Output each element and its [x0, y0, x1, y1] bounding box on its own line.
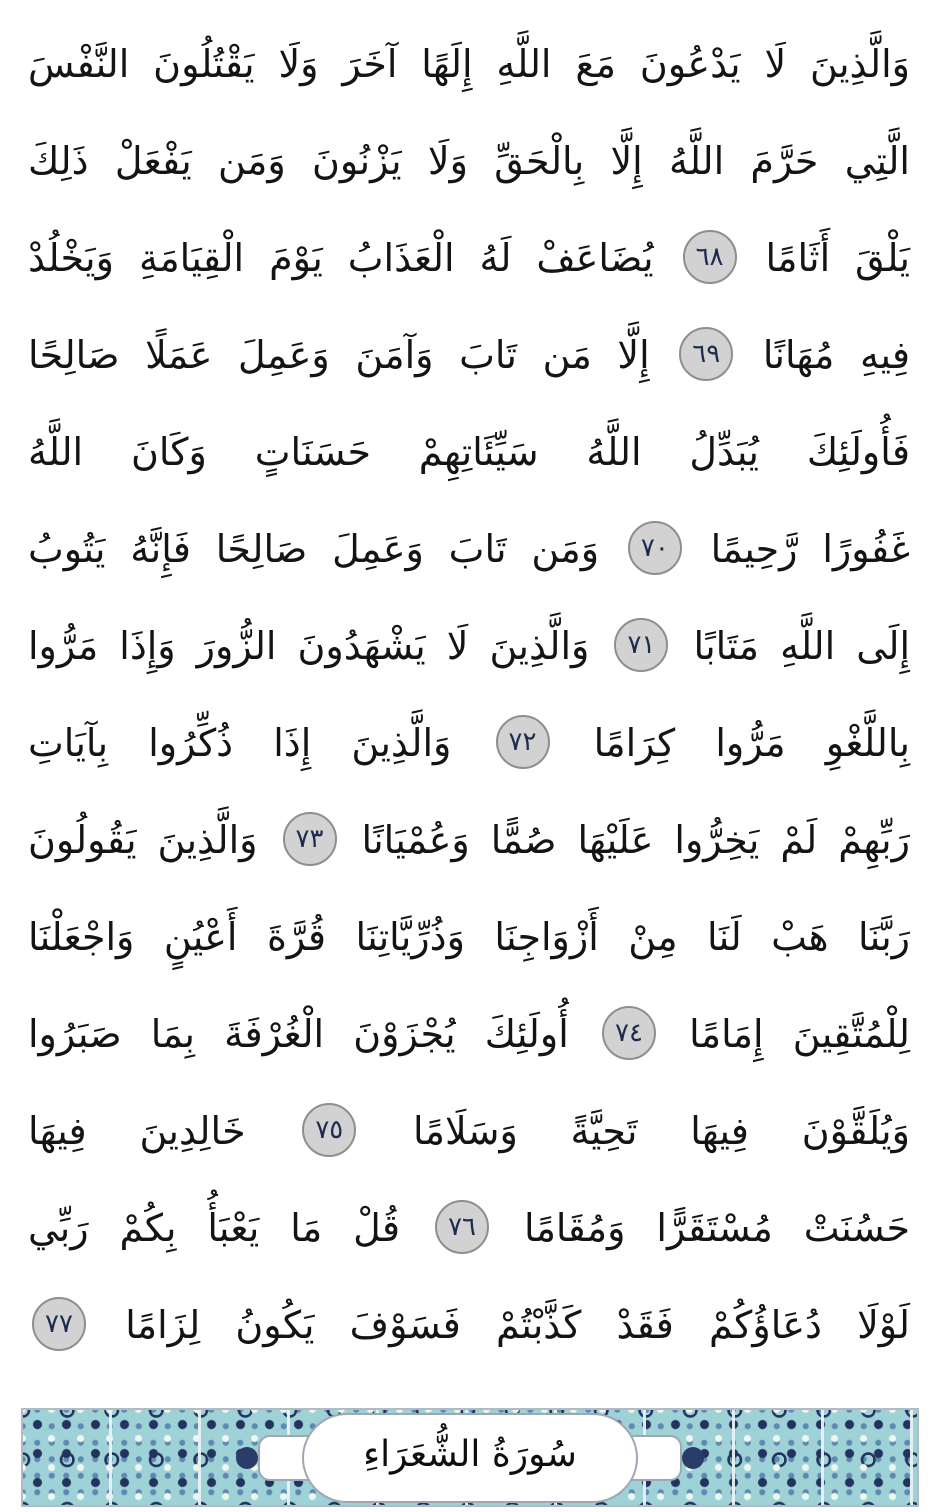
- banner-right-dot: [682, 1447, 704, 1469]
- quran-line-4: فِيهِ مُهَانًا ٦٩ إِلَّا مَن تَابَ وَآمَنَ وَعَمِلَ عَمَلًا صَالِحًا: [28, 307, 910, 404]
- quran-line-1: وَالَّذِينَ لَا يَدْعُونَ مَعَ اللَّهِ إِلَهًا آخَرَ وَلَا يَقْتُلُونَ النَّفْسَ: [28, 42, 910, 86]
- quran-line-14: لَوْلَا دُعَاؤُكُمْ فَقَدْ كَذَّبْتُمْ فَسَوْفَ يَكُونُ لِزَامًا ٧٧: [28, 1277, 910, 1374]
- banner-cartouche: [302, 1413, 638, 1503]
- quran-line-6: غَفُورًا رَّحِيمًا ٧٠ وَمَن تَابَ وَعَمِلَ صَالِحًا فَإِنَّهُ يَتُوبُ: [28, 501, 910, 598]
- quran-line-12: وَيُلَقَّوْنَ فِيهَا تَحِيَّةً وَسَلَامًا ٧٥ خَالِدِينَ فِيهَا: [28, 1083, 910, 1180]
- verse-number-medallion: ٧٣: [283, 812, 337, 866]
- quran-line-11: لِلْمُتَّقِينَ إِمَامًا ٧٤ أُولَئِكَ يُجْزَوْنَ الْغُرْفَةَ بِمَا صَبَرُوا: [28, 986, 910, 1083]
- quran-text: [28, 16, 910, 1374]
- surah-title: سُورَةُ الشُّعَرَاءِ: [363, 1433, 577, 1475]
- quran-line-9: رَبِّهِمْ لَمْ يَخِرُّوا عَلَيْهَا صُمًّا وَعُمْيَانًا ٧٣ وَالَّذِينَ يَقُولُونَ: [28, 792, 910, 889]
- quran-line-2: الَّتِي حَرَّمَ اللَّهُ إِلَّا بِالْحَقِّ وَلَا يَزْنُونَ وَمَن يَفْعَلْ ذَلِكَ: [28, 139, 910, 183]
- quran-line-5: فَأُولَئِكَ يُبَدِّلُ اللَّهُ سَيِّئَاتِهِمْ حَسَنَاتٍ وَكَانَ اللَّهُ: [28, 430, 910, 474]
- verse-number-medallion: ٦٨: [683, 230, 737, 284]
- quran-line-10: رَبَّنَا هَبْ لَنَا مِنْ أَزْوَاجِنَا وَذُرِّيَّاتِنَا قُرَّةَ أَعْيُنٍ وَاجْعَلْنَا: [28, 915, 910, 959]
- quran-line-13: حَسُنَتْ مُسْتَقَرًّا وَمُقَامًا ٧٦ قُلْ مَا يَعْبَأُ بِكُمْ رَبِّي: [28, 1180, 910, 1277]
- surah-banner: [21, 1408, 919, 1507]
- verse-number-medallion: ٧٦: [435, 1200, 489, 1254]
- verse-number-medallion: ٧٠: [628, 521, 682, 575]
- verse-number-medallion: ٧٧: [32, 1297, 86, 1351]
- verse-number-medallion: ٧١: [614, 618, 668, 672]
- verse-number-medallion: ٧٥: [302, 1103, 356, 1157]
- verse-number-medallion: ٧٢: [496, 715, 550, 769]
- quran-line-7: إِلَى اللَّهِ مَتَابًا ٧١ وَالَّذِينَ لَا يَشْهَدُونَ الزُّورَ وَإِذَا مَرُّوا: [28, 598, 910, 695]
- quran-line-8: بِاللَّغْوِ مَرُّوا كِرَامًا ٧٢ وَالَّذِينَ إِذَا ذُكِّرُوا بِآيَاتِ: [28, 695, 910, 792]
- quran-line-3: يَلْقَ أَثَامًا ٦٨ يُضَاعَفْ لَهُ الْعَذَابُ يَوْمَ الْقِيَامَةِ وَيَخْلُدْ: [28, 210, 910, 307]
- verse-number-medallion: ٦٩: [679, 327, 733, 381]
- verse-number-medallion: ٧٤: [602, 1006, 656, 1060]
- banner-left-dot: [236, 1447, 258, 1469]
